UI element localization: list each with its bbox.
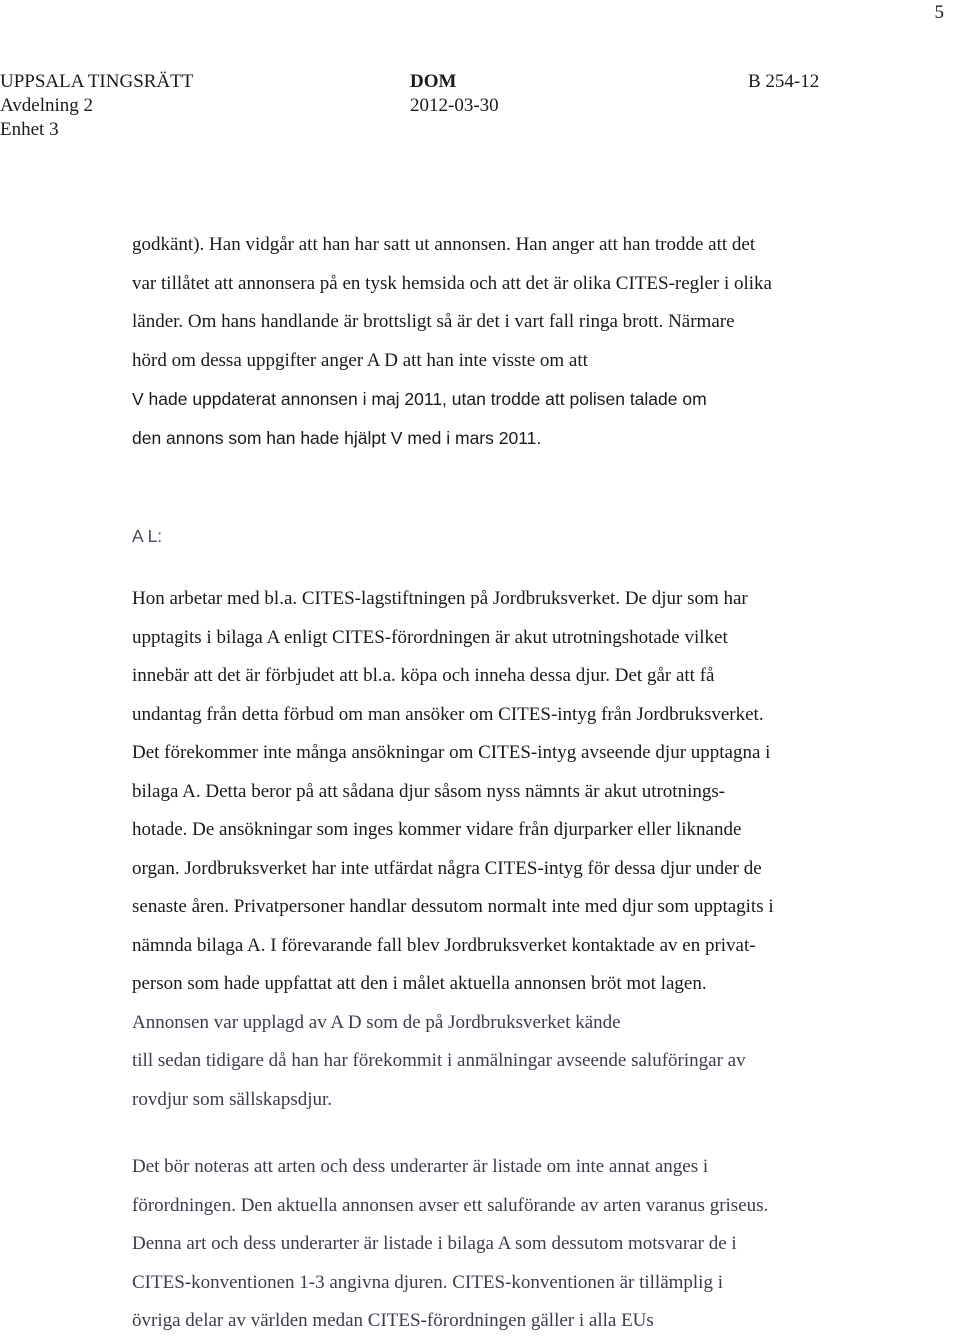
text-line: organ. Jordbruksverket har inte utfärdat några CITES-intyg för dessa djur under de	[132, 857, 762, 879]
text-line: övriga delar av världen medan CITES-förordningen gäller i alla EUs	[132, 1310, 654, 1331]
text-line: hörd om dessa uppgifter anger A D att han inte visste om att	[132, 349, 588, 371]
text-line: Denna art och dess underarter är listade i bilaga A som dessutom motsvarar de i	[132, 1233, 737, 1254]
text-line: nämnda bilaga A. I förevarande fall blev Jordbruksverket kontaktade av en privat-	[132, 934, 756, 956]
text-line: Annonsen var upplagd av A D som de på Jordbruksverket kände	[132, 1011, 621, 1033]
case-number: B 254-12	[748, 71, 820, 92]
page-number: 5	[934, 2, 944, 23]
text-line: förordningen. Den aktuella annonsen avser ett saluförande av arten varanus griseus.	[132, 1194, 769, 1216]
paragraph-3	[132, 1148, 932, 1341]
document-type-block	[410, 70, 499, 118]
text-line: godkänt). Han vidgår att han har satt ut annonsen. Han anger att han trodde att det	[132, 234, 756, 255]
text-line: rovdjur som sällskapsdjur.	[132, 1088, 333, 1110]
text-line: V hade uppdaterat annonsen i maj 2011, utan trodde att polisen talade om	[132, 389, 707, 409]
document-type: DOM	[410, 71, 457, 92]
paragraph-2	[132, 580, 932, 1119]
court-info	[0, 70, 193, 142]
text-line: den annons som han hade hjälpt V med i mars 2011.	[132, 427, 542, 448]
text-line: länder. Om hans handlande är brottsligt så är det i vart fall ringa brott. Närmare	[132, 311, 735, 332]
text-line: bilaga A. Detta beror på att sådana djur såsom nyss nämnts är akut utrotnings-	[132, 780, 726, 802]
text-line: upptagits i bilaga A enligt CITES-förordningen är akut utrotningshotade vilket	[132, 626, 728, 648]
text-line: Hon arbetar med bl.a. CITES-lagstiftningen på Jordbruksverket. De djur som har	[132, 588, 748, 609]
text-line: senaste åren. Privatpersoner handlar dessutom normalt inte med djur som upptagits i	[132, 896, 774, 917]
speaker-label: A L:	[132, 526, 163, 546]
court-unit: Enhet 3	[0, 119, 59, 140]
court-division: Avdelning 2	[0, 95, 94, 116]
document-date: 2012-03-30	[410, 95, 499, 116]
text-line: Det förekommer inte många ansökningar om CITES-intyg avseende djur upptagna i	[132, 742, 771, 763]
text-line: Det bör noteras att arten och dess underarter är listade om inte annat anges i	[132, 1156, 709, 1177]
text-line: CITES-konventionen 1-3 angivna djuren. CITES-konventionen är tillämplig i	[132, 1271, 723, 1293]
text-line: undantag från detta förbud om man ansöker om CITES-intyg från Jordbruksverket.	[132, 703, 764, 725]
paragraph-1	[132, 226, 932, 457]
text-line: hotade. De ansökningar som inges kommer vidare från djurparker eller liknande	[132, 819, 742, 840]
text-line: var tillåtet att annonsera på en tysk hemsida och att det är olika CITES-regler i olika	[132, 272, 772, 294]
text-line: till sedan tidigare då han har förekommit i anmälningar avseende saluföringar av	[132, 1050, 746, 1071]
text-line: person som hade uppfattat att den i målet aktuella annonsen bröt mot lagen.	[132, 973, 707, 994]
text-line: innebär att det är förbjudet att bl.a. köpa och inneha dessa djur. Det går att få	[132, 665, 715, 686]
court-name: UPPSALA TINGSRÄTT	[0, 71, 194, 92]
